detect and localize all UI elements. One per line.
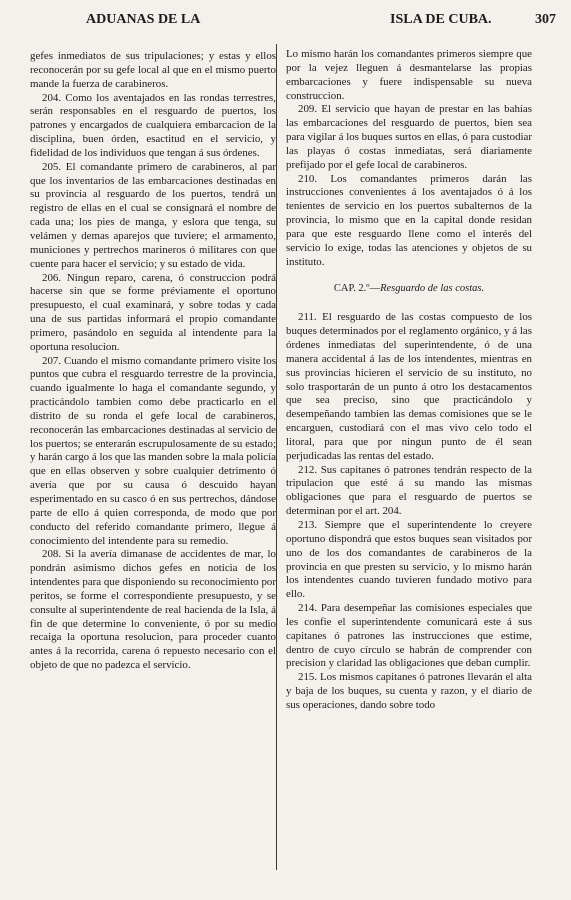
- column-divider: [276, 44, 277, 870]
- left-column: [30, 50, 276, 673]
- article-214: 214. Para desempeñar las comisiones especiales que les confie el superintendente comunicará este á sus capitanes ó patrones las instrucciones que estime, dentro de cuyo círculo se habrán de comprender con precision y claridad las obligaciones que deban cumplir.: [286, 602, 532, 670]
- article-215: 215. Los mismos capitanes ó patrones llevarán el alta y baja de los buques, su cuenta y razon, y el diario de sus operaciones, dando sobre todo: [286, 671, 532, 711]
- article-211: 211. El resguardo de las costas compuesto de los buques determinados por el reglamento orgánico, y á las órdenes inmediatas del superintendente, ó de una manera accidental á las de los intendentes, mientras en sus provincias hicieren el servicio de su instituto, no solo trasportarán de un punto á otro los destacamentos que sea preciso, sino que practicándolo y desempeñando tambien las demas comisiones que se le encarguen, custodiará con el mas vivo celo todo el litoral, para que por ningun punto de él sean perjudicadas las rentas del estado.: [286, 311, 532, 462]
- paragraph: Lo mismo harán los comandantes primeros siempre que por la vejez lleguen á desmantelarse las propias embarcaciones y fuere indispensable su nueva construccion.: [286, 48, 532, 102]
- article-204: 204. Como los aventajados en las rondas terrestres, serán responsables en el resguardo de puertos, los patrones y encargados de cualquiera embarcacion de la disciplina, buen órden, esactitud en el servicio, y fidelidad de los individuos que tengan á sus órdenes.: [30, 91, 276, 159]
- chapter-prefix: CAP. 2.º—: [333, 282, 381, 294]
- right-column: [286, 48, 532, 713]
- paragraph: gefes inmediatos de sus tripulaciones; y estas y ellos reconocerán por su gefe local al que en el mismo puerto mande la fuerza de carabineros.: [30, 50, 276, 90]
- article-207: 207. Cuando el mismo comandante primero visite los puntos que cubra el resguardo terrestre de la provincia, cuando igualmente lo haga el comandante segundo, y practicándolo tambien como debe practicarlo en el distrito de su ronda el gefe local de carabineros, reconocerán las embarcaciones destinadas al servicio de los puertos; se enterarán escrupulosamente de su estado; y harán cargo á los que las manden sobre la mala policía que en ellas observen y sobre cualquier detrimento ó avería que por su causa ó descuido hayan esperimentado en su casco ó en sus pertrechos, dándose parte de ello á quien corresponda, de modo que por conducto del referido comandante primero, llegue á conocimiento del intendente para su remedio.: [30, 354, 276, 547]
- article-213: 213. Siempre que el superintendente lo creyere oportuno dispondrá que estos buques sean visitados por uno de los dos comandantes de carabineros de la provincia en que presten su servicio, y lo mismo harán los intendentes cuando tuvieren fundado motivo para ello.: [286, 519, 532, 601]
- chapter-heading: [286, 282, 532, 296]
- article-208: 208. Si la avería dimanase de accidentes de mar, lo pondrán asimismo dichos gefes en noticia de los intendentes para que disponiendo su reconocimiento por peritos, se forme el correspondiente presupuesto, y se consulte al superintendente de real hacienda de la Isla, á fin de que determine lo conveniente, ó por su medio recaiga la oportuna resolucion, para proceder cuanto antes á la recorrida, carena ó repuesto necesario con el objeto de que no padezca el servicio.: [30, 548, 276, 672]
- header-left: ADUANAS DE LA: [86, 12, 201, 27]
- page-number: 307: [535, 12, 556, 27]
- running-header: [28, 8, 556, 30]
- article-206: 206. Ningun reparo, carena, ó construccion podrá hacerse sin que se forme préviamente el oportuno presupuesto, el cual examinará, y sobre todas y cada una de sus partidas informará el propio comandante primero, pasándolo en seguida al intendente para la oportuna resolucion.: [30, 271, 276, 353]
- header-right: ISLA DE CUBA.: [390, 12, 492, 27]
- article-212: 212. Sus capitanes ó patrones tendrán respecto de la tripulacion que esté á su mando las mismas obligaciones que para el resguardo de puertos se determinan por el art. 204.: [286, 463, 532, 518]
- article-205: 205. El comandante primero de carabineros, al par que los inventarios de las embarcaciones destinadas en su provincia al resguardo de los puertos, tendrá un registro de ellas en el cual se consignará el nombre de cada una; los pies de manga, y eslora que tenga, su velámen y demas aparejos que tuviere; el armamento, municiones y pertrechos marineros ó militares con que cuente para hacer el servicio; y su estado de vida.: [30, 160, 276, 270]
- article-210: 210. Los comandantes primeros darán las instrucciones convenientes á los aventajados ó á los tenientes de servicio en los puertos subalternos de la provincia, lo mismo que en la capital donde residan para que este resguardo llene como el interés del servicio lo exige, todas las atenciones y objetos de su instituto.: [286, 172, 532, 268]
- chapter-title: Resguardo de las costas.: [380, 282, 485, 294]
- article-209: 209. El servicio que hayan de prestar en las bahías las embarcaciones del resguardo de puertos, bien sea para vigilar á los buques surtos en ellas, ó para custodiar las playas ó costas inmediatas, será diariamente prefijado por el gefe local de carabineros.: [286, 103, 532, 171]
